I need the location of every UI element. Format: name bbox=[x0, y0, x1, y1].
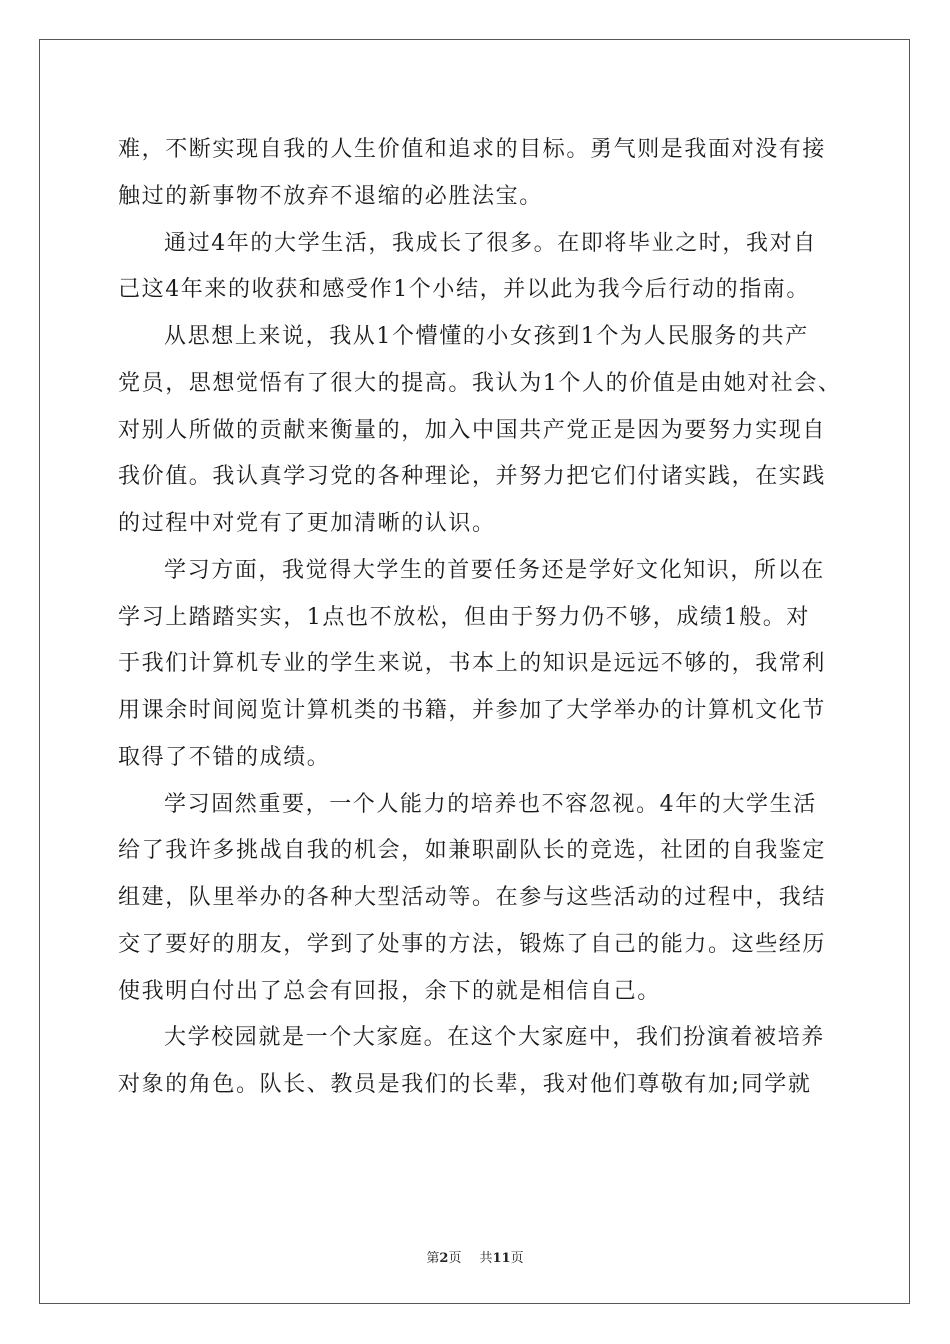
text-line: 学习上踏踏实实，1点也不放松，但由于努力仍不够，成绩1般。对 bbox=[118, 604, 810, 630]
total-unit: 页 bbox=[510, 1251, 524, 1266]
paragraph-start-line: 学习固然重要，一个人能力的培养也不容忽视。4年的大学生活 bbox=[164, 791, 817, 817]
text-line: 难，不断实现自我的人生价值和追求的目标。勇气则是我面对没有接 bbox=[118, 137, 827, 162]
paragraph-start-line: 从思想上来说，我从1个懵懂的小女孩到1个为人民服务的共产 bbox=[164, 324, 809, 349]
text-line: 党员，思想觉悟有了很大的提高。我认为1个人的价值是由她对社会、 bbox=[118, 370, 842, 396]
text-line: 对别人所做的贡献来衡量的，加入中国共产党正是因为要努力实现自 bbox=[118, 417, 827, 443]
text-line: 给了我许多挑战自我的机会，如兼职副队长的竞选，社团的自我鉴定 bbox=[118, 838, 827, 864]
paragraph-start-line: 学习方面，我觉得大学生的首要任务还是学好文化知识，所以在 bbox=[164, 557, 825, 583]
paragraph-start-line: 大学校园就是一个大家庭。在这个大家庭中，我们扮演着被培养 bbox=[164, 1025, 825, 1051]
text-line: 用课余时间阅览计算机类的书籍，并参加了大学举办的计算机文化节 bbox=[118, 698, 827, 723]
total-prefix: 共 bbox=[479, 1251, 493, 1266]
text-line: 使我明白付出了总会有回报，余下的就是相信自己。 bbox=[118, 978, 661, 1004]
page-unit: 页 bbox=[448, 1251, 462, 1266]
text-line: 触过的新事物不放弃不退缩的必胜法宝。 bbox=[118, 183, 543, 209]
text-line: 对象的角色。队长、教员是我们的长辈，我对他们尊敬有加;同学就 bbox=[118, 1072, 812, 1097]
document-body bbox=[118, 127, 842, 1109]
text-line: 交了要好的朋友，学到了处事的方法，锻炼了自己的能力。这些经历 bbox=[118, 931, 827, 957]
text-line: 取得了不错的成绩。 bbox=[118, 744, 331, 770]
text-line: 己这4年来的收获和感受作1个小结，并以此为我今后行动的指南。 bbox=[118, 277, 810, 303]
text-line: 的过程中对党有了更加清晰的认识。 bbox=[118, 511, 496, 536]
total-page-count: 11 bbox=[492, 1251, 511, 1266]
current-page-number: 2 bbox=[439, 1251, 449, 1266]
text-line: 组建，队里举办的各种大型活动等。在参与这些活动的过程中，我结 bbox=[118, 885, 827, 910]
paragraph-start-line: 通过4年的大学生活，我成长了很多。在即将毕业之时，我对自 bbox=[164, 230, 817, 256]
page-prefix: 第 bbox=[426, 1251, 440, 1266]
text-line: 我价值。我认真学习党的各种理论，并努力把它们付诸实践，在实践 bbox=[118, 464, 827, 490]
text-line: 于我们计算机专业的学生来说，书本上的知识是远远不够的，我常利 bbox=[118, 651, 827, 677]
page-footer bbox=[0, 1247, 950, 1266]
